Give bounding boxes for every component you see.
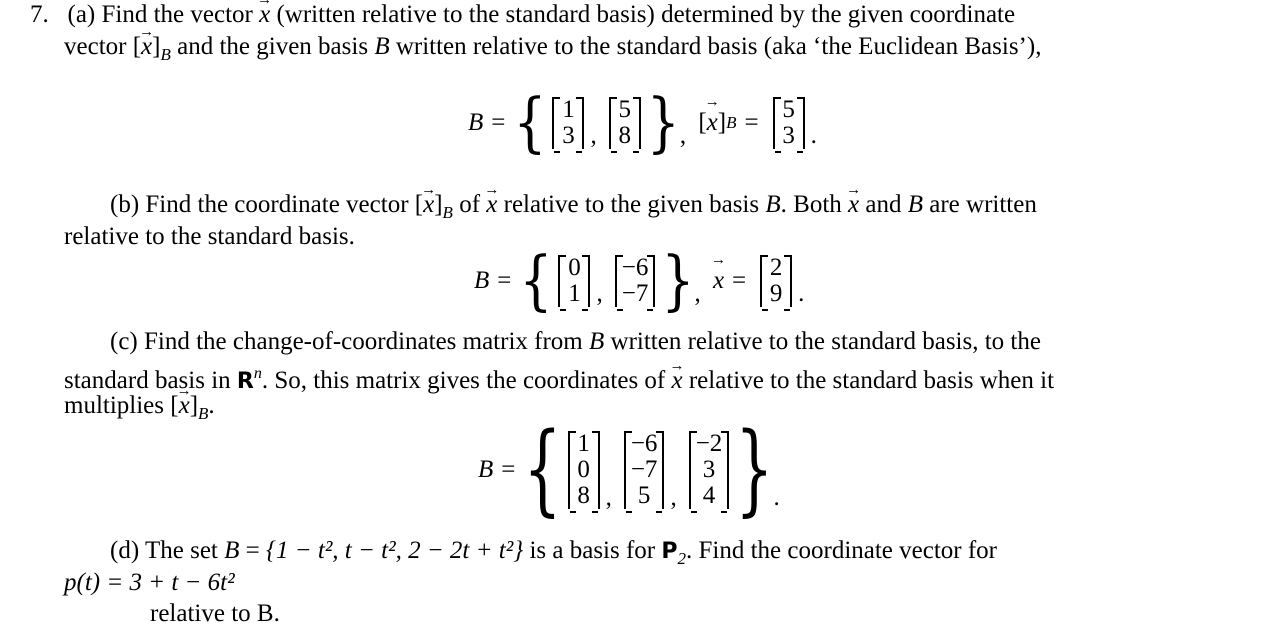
basis-vector-1: 0 1 <box>558 255 590 307</box>
basis-vector-2: −6 −7 5 <box>624 431 665 509</box>
part-a-line1 <box>30 0 1015 30</box>
part-b-text: relative to the given basis <box>503 191 760 218</box>
part-b-line1: (b) Find the coordinate vector [→ $x]_B$ of → x relative to the given basis B. Both → x and B are written <box>110 190 1037 228</box>
part-a-label: (a) <box>67 1 96 28</box>
problem-number: 7. <box>30 1 49 28</box>
part-c-line3: multiplies [→ $x]_B$. <box>64 391 215 429</box>
part-d-line3 <box>150 599 280 629</box>
part-b-text: are written <box>929 191 1037 218</box>
part-d-label: (d) <box>110 537 140 564</box>
coord-vector: 5 3 <box>773 97 805 149</box>
part-d-text: Find the coordinate vector for <box>698 537 998 564</box>
vector-x: → x <box>259 0 270 30</box>
part-b-text: Find the coordinate vector <box>145 191 409 218</box>
part-b-text: . Both <box>780 191 842 218</box>
part-d-line2 <box>64 568 235 598</box>
basis-set: {1 − t², t − t², 2 − 2t + t²} <box>266 537 524 564</box>
part-d-text: is a basis for <box>529 537 656 564</box>
part-c-label: (c) <box>110 328 138 355</box>
part-a-text: vector <box>64 33 127 60</box>
part-b-text: relative to the standard basis. <box>64 223 355 250</box>
part-b-text: and <box>865 191 902 218</box>
part-c-line1: (c) Find the change-of-coordinates matrix from B written relative to the standard basis, to the <box>110 328 1041 355</box>
part-b-label: (b) <box>110 191 140 218</box>
part-c-text: standard basis in <box>64 367 231 394</box>
part-c-text: . So, this matrix gives the coordinates of <box>261 367 666 394</box>
part-a-equation: B = { 1 3 , 5 8 } , [ → x ] B = 5 3 . <box>468 88 823 158</box>
part-a-text: Find the vector <box>101 1 253 28</box>
basis-vector-2: 5 8 <box>609 97 641 149</box>
part-d-text: The set <box>144 537 218 564</box>
part-d-line1: (d) The set B = {1 − t², t − t², 2 − 2t + t²} is a basis for $P_2$. Find the coordinate vector for <box>110 537 998 568</box>
part-a-line2: vector [→ $x]_B$ and the given basis B written relative to the standard basis (aka ‘the Euclidean Basis’), <box>64 32 1041 70</box>
part-b-equation: B = { 0 1 , −6 −7 } , → x = 2 9 . <box>474 246 810 316</box>
polynomial: p(t) = 3 + t − 6t² <box>64 569 235 596</box>
part-a-text: (written relative to the standard basis) determined by the given coordinate <box>276 1 1016 28</box>
part-b-line2 <box>64 222 355 252</box>
basis-vector-1: 1 3 <box>552 97 584 149</box>
part-a-text: and the given basis <box>177 33 369 60</box>
basis-vector-2: −6 −7 <box>615 255 656 307</box>
part-c-text: multiplies <box>64 392 164 419</box>
part-c-line2: standard basis in $R^n$. So, this matrix gives the coordinates of → x relative to the standard basis when it <box>64 359 1054 397</box>
part-c-equation: B = { 1 0 8 , −6 −7 5 , −2 3 4 } . <box>478 412 780 528</box>
x-vector: 2 9 <box>760 255 792 307</box>
part-d-text: relative to B. <box>150 600 280 627</box>
part-a-text: written relative to the standard basis (aka ‘the Euclidean Basis’), <box>395 33 1042 60</box>
part-c-text: relative to the standard basis when it <box>688 367 1055 394</box>
part-b-text: of <box>459 191 481 218</box>
part-c-text: Find the change-of-coordinates matrix from <box>144 328 583 355</box>
part-c-text: written relative to the standard basis, to the <box>610 328 1041 355</box>
basis-vector-1: 1 0 8 <box>568 431 600 509</box>
basis-vector-3: −2 3 4 <box>689 431 730 509</box>
